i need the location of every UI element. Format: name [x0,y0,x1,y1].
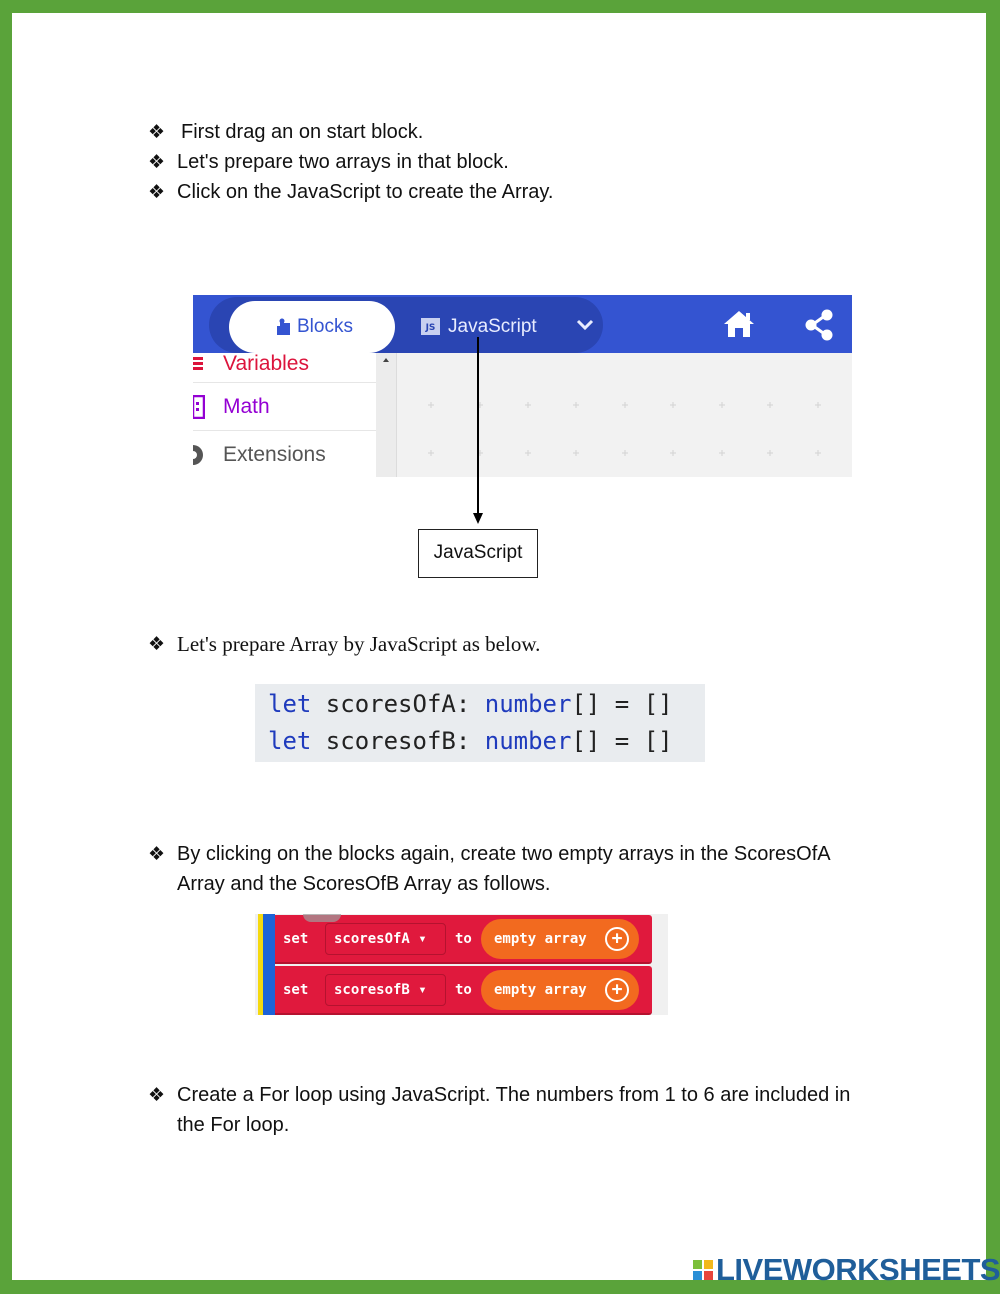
variable-name: scoresOfA [334,931,410,947]
empty-array-block[interactable] [481,970,639,1010]
code-keyword: let [268,690,312,718]
instruction-create-empty-arrays: By clicking on the blocks again, create two empty arrays in the ScoresOfA [177,843,831,865]
javascript-callout: JavaScript [418,529,538,578]
caret-down-icon: ▾ [418,982,427,998]
bullet-marker: ❖ [148,151,166,173]
empty-array-block[interactable] [481,919,639,959]
bullet-marker: ❖ [148,843,166,865]
logo-cube-icon [693,1260,713,1280]
puzzle-icon [277,318,290,335]
liveworksheets-logo [693,1253,1000,1287]
editor-screenshot [193,295,852,477]
code-line [268,723,705,760]
plus-icon[interactable]: + [605,927,629,951]
chevron-down-icon[interactable] [576,319,594,331]
toolbox-item-variables[interactable] [193,335,376,383]
empty-array-label: empty array [494,931,587,947]
code-type: number [484,690,572,718]
instruction-create-for-loop-cont: the For loop. [177,1114,290,1136]
instruction-click-javascript: Click on the JavaScript to create the Array. [177,181,554,203]
bullet-marker: ❖ [148,1084,166,1106]
variable-dropdown[interactable] [325,923,446,955]
to-keyword: to [455,982,472,998]
instruction-prepare-arrays: Let's prepare two arrays in that block. [177,151,509,173]
bullet-marker: ❖ [148,121,166,143]
code-snippet [255,684,705,762]
code-value: [] = [] [571,727,673,755]
bullet-marker: ❖ [148,633,166,655]
js-icon: JS [421,318,440,335]
toolbox-item-label: Math [223,395,270,418]
logo-text: LIVEWORKSHEETS [716,1252,1000,1287]
variables-icon [193,355,205,371]
code-type: number [484,727,572,755]
set-keyword: set [283,931,309,947]
toolbox-item-math[interactable] [193,383,376,431]
set-block[interactable] [275,966,652,1015]
variable-name: scoresofB [334,982,410,998]
set-keyword: set [283,982,309,998]
code-keyword: let [268,727,312,755]
pointer-arrow [470,337,488,527]
block-notch [303,914,341,922]
extensions-icon [193,443,205,467]
empty-array-label: empty array [494,982,587,998]
plus-icon[interactable]: + [605,978,629,1002]
toolbox-item-label: Extensions [223,443,326,466]
instruction-create-empty-arrays-cont: Array and the ScoresOfB Array as follows. [177,873,551,895]
blocks-tab-label: Blocks [297,316,353,337]
workspace[interactable] [376,353,852,477]
share-icon[interactable] [804,309,834,341]
code-line [268,686,705,723]
instruction-drag-on-start: First drag an on start block. [181,121,424,143]
code-identifier: scoresOfA: [311,690,485,718]
caret-down-icon: ▾ [418,931,427,947]
code-value: [] = [] [571,690,673,718]
home-icon[interactable] [722,309,756,339]
toolbox-item-extensions[interactable] [193,431,376,477]
javascript-tab-label: JavaScript [448,316,537,337]
bullet-marker: ❖ [148,181,166,203]
instruction-prepare-by-js: Let's prepare Array by JavaScript as below. [177,632,541,656]
on-start-stripe [263,914,275,1015]
variable-dropdown[interactable] [325,974,446,1006]
instruction-create-for-loop: Create a For loop using JavaScript. The numbers from 1 to 6 are included in [177,1084,851,1106]
code-identifier: scoresofB: [311,727,485,755]
toolbox-item-label: Variables [223,352,309,375]
toolbox [193,353,376,477]
math-icon [193,395,205,419]
blocks-screenshot [255,914,668,1015]
to-keyword: to [455,931,472,947]
workspace-grid [376,353,852,477]
set-block[interactable] [275,915,652,964]
